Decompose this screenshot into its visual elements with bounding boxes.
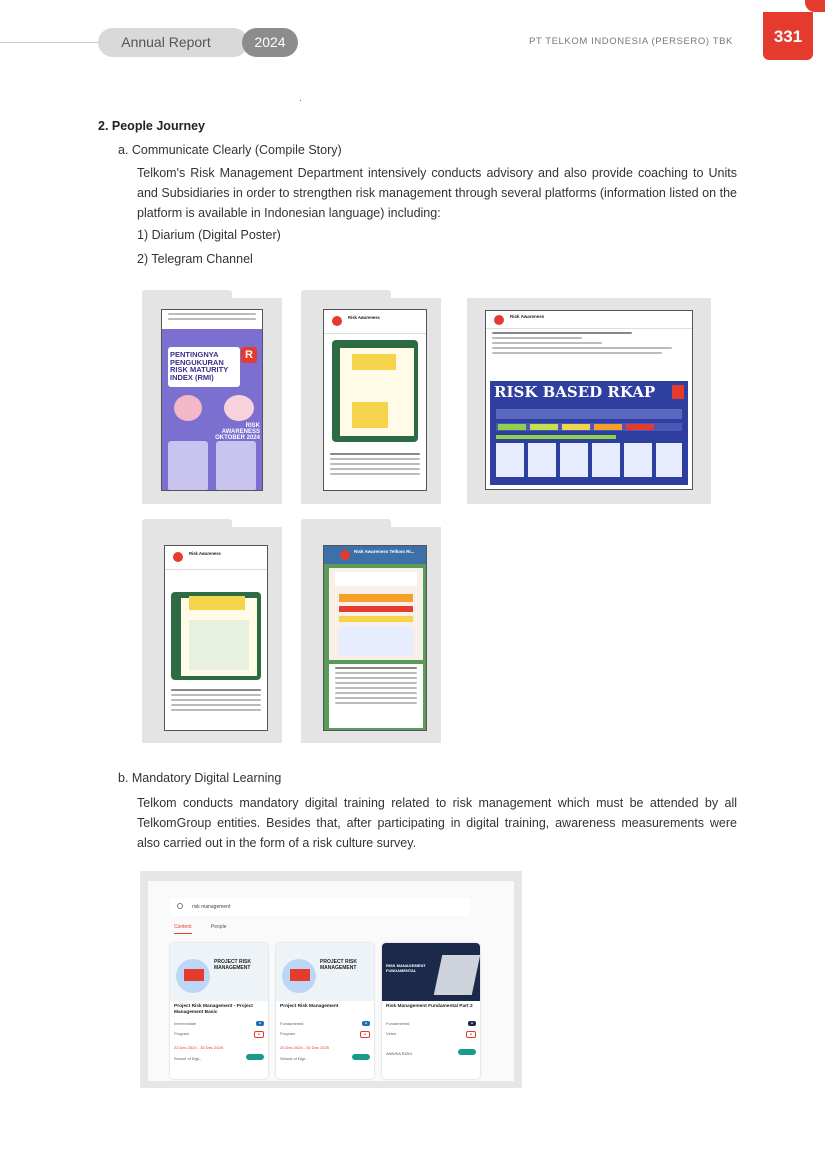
course-author: ANNISA RIZKI bbox=[386, 1051, 413, 1056]
poster-card-diarium-2 bbox=[142, 527, 282, 743]
rmi-poster-image bbox=[161, 309, 263, 491]
company-name: PT TELKOM INDONESIA (PERSERO) TBK bbox=[528, 36, 733, 47]
course-card[interactable] bbox=[276, 943, 374, 1079]
corporate-badge: ● bbox=[468, 1021, 476, 1026]
course-date: 22 Dec 2024 - 30 Dec 2025 bbox=[174, 1045, 223, 1050]
course-level: Fundamental bbox=[280, 1021, 304, 1026]
list-item-telegram: 2) Telegram Channel bbox=[137, 252, 253, 266]
card-tab bbox=[301, 519, 391, 529]
learning-screenshot-card bbox=[140, 871, 522, 1088]
course-type: Video bbox=[386, 1031, 397, 1036]
course-title: Risk Management Fundamental Part 2 bbox=[386, 1004, 473, 1009]
search-input[interactable] bbox=[170, 898, 470, 916]
channel-name: Risk Awareness bbox=[510, 314, 545, 319]
course-title: Project Risk Management - Project Management Basic bbox=[174, 1004, 253, 1015]
duration-badge: ● bbox=[466, 1031, 476, 1038]
content-tabs bbox=[174, 924, 226, 930]
course-title: Project Risk Management bbox=[280, 1004, 339, 1009]
stray-dot bbox=[300, 100, 301, 101]
course-type: Program bbox=[174, 1031, 190, 1036]
telkom-r-logo: R bbox=[241, 347, 257, 363]
rkap-post-image bbox=[485, 310, 693, 490]
poster-card-rmi bbox=[142, 298, 282, 504]
private-badge: ● bbox=[362, 1021, 370, 1026]
channel-name: Risk Awareness bbox=[189, 551, 221, 556]
page-number: 331 bbox=[763, 12, 813, 60]
private-badge: ● bbox=[256, 1021, 264, 1026]
course-type: Program bbox=[280, 1031, 296, 1036]
poster-card-diarium bbox=[301, 298, 441, 504]
illustration-person bbox=[174, 395, 202, 421]
poster-card-rkap bbox=[467, 298, 711, 504]
course-thumb-title: PROJECT RISK MANAGEMENT bbox=[320, 959, 357, 971]
channel-avatar bbox=[340, 550, 350, 560]
card-tab bbox=[142, 290, 232, 300]
subsection-b-title: b. Mandatory Digital Learning bbox=[118, 771, 282, 785]
course-thumb-title: RISK MANAGEMENT FUNDAMENTAL bbox=[386, 963, 426, 973]
telegram-channel-image bbox=[323, 545, 427, 731]
search-icon bbox=[177, 903, 183, 909]
rmi-title: PENTINGNYA PENGUKURAN RISK MATURITY INDEX (RMI) bbox=[170, 350, 229, 382]
search-value: risk management bbox=[192, 904, 231, 910]
add-button[interactable] bbox=[246, 1054, 264, 1060]
corner-accent bbox=[805, 0, 825, 12]
diarium-post-image bbox=[323, 309, 427, 491]
diarium-post-image-2 bbox=[164, 545, 268, 731]
tab-people[interactable]: People bbox=[210, 924, 227, 930]
course-level: Fundamental bbox=[386, 1021, 410, 1026]
add-button[interactable] bbox=[458, 1049, 476, 1055]
card-tab bbox=[301, 290, 391, 300]
telegram-channel-name: Risk Awareness Telkom Ri... bbox=[354, 549, 415, 554]
year-pill: 2024 bbox=[242, 28, 298, 57]
annual-report-label: Annual Report bbox=[121, 34, 211, 50]
subsection-a-paragraph: Telkom's Risk Management Department intensively conducts advisory and also provide coaching to Units and Subsidiaries in order to strengthen risk management through several platforms (information listed on the platform is available in Indonesian language) including: bbox=[137, 166, 737, 220]
list-item-diarium: 1) Diarium (Digital Poster) bbox=[137, 228, 281, 242]
duration-badge: ● bbox=[254, 1031, 264, 1038]
subsection-b-paragraph: Telkom conducts mandatory digital training related to risk management which must be attended by all TelkomGroup entities. Besides that, after participating in digital training, awareness measurements were also carried out in the form of a risk culture survey. bbox=[137, 796, 737, 850]
card-tab bbox=[142, 519, 232, 529]
course-date: 20 Dec 2024 - 30 Dec 2025 bbox=[280, 1045, 329, 1050]
channel-avatar bbox=[332, 316, 342, 326]
rkap-title: RISK BASED RKAP bbox=[494, 383, 656, 401]
annual-report-pill bbox=[98, 28, 248, 57]
course-school: School of Digi... bbox=[280, 1056, 309, 1061]
subsection-a-title: a. Communicate Clearly (Compile Story) bbox=[118, 143, 342, 157]
course-date bbox=[382, 1039, 480, 1047]
learning-screenshot bbox=[148, 881, 514, 1081]
channel-avatar bbox=[173, 552, 183, 562]
course-card[interactable] bbox=[170, 943, 268, 1079]
illustration-person bbox=[224, 395, 254, 421]
duration-badge: ● bbox=[360, 1031, 370, 1038]
tab-content[interactable]: Content bbox=[174, 924, 192, 934]
course-school: School of Digi... bbox=[174, 1056, 203, 1061]
course-thumb-title: PROJECT RISK MANAGEMENT bbox=[214, 959, 251, 971]
add-button[interactable] bbox=[352, 1054, 370, 1060]
channel-name: Risk Awareness bbox=[348, 315, 380, 320]
channel-avatar bbox=[494, 315, 504, 325]
course-card[interactable] bbox=[382, 943, 480, 1079]
poster-card-telegram bbox=[301, 527, 441, 743]
header-rule bbox=[0, 42, 110, 43]
rmi-subtitle: RISK AWARENESS OKTOBER 2024 bbox=[215, 423, 260, 441]
section-title: 2. People Journey bbox=[98, 119, 205, 133]
course-level: Intermediate bbox=[174, 1021, 197, 1026]
